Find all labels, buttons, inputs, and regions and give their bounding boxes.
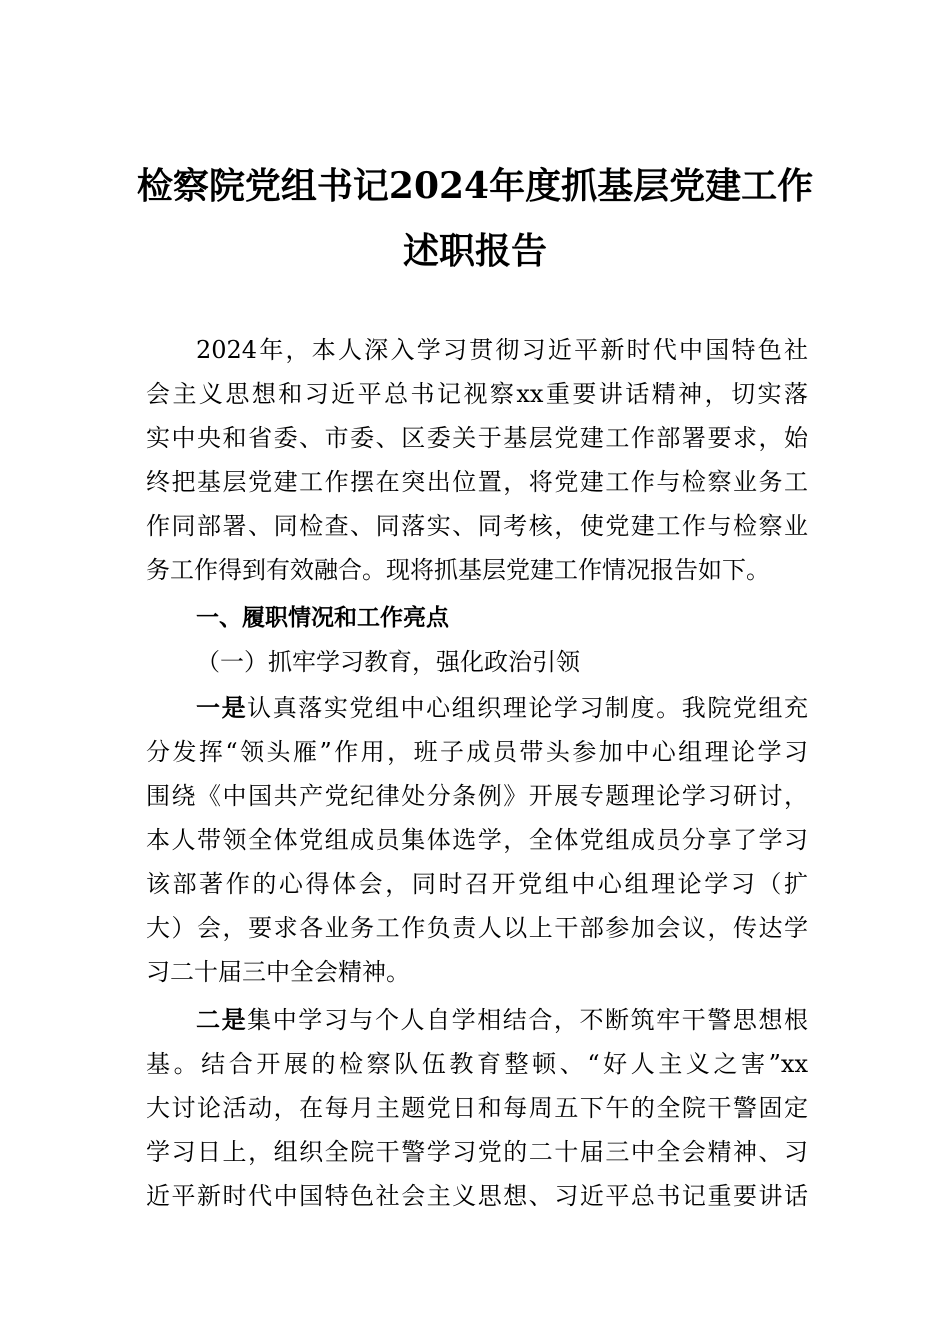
para2-line: 基。结合开展的检察队伍教育整顿、“好人主义之害”xx (146, 1050, 808, 1078)
para2-line: 近平新时代中国特色社会主义思想、习近平总书记重要讲话 (146, 1182, 808, 1210)
para1-lead: 一是 (196, 694, 248, 722)
document-title-line-2: 述职报告 (402, 230, 547, 272)
para1-line: 大）会，要求各业务工作负责人以上干部参加会议，传达学 (146, 914, 808, 942)
section-heading: 一、履职情况和工作亮点 (196, 605, 449, 631)
intro-line: 务工作得到有效融合。现将抓基层党建工作情况报告如下。 (146, 556, 770, 584)
intro-line: 作同部署、同检查、同落实、同考核，使党建工作与检察业 (146, 512, 808, 540)
para2-line: 学习日上，组织全院干警学习党的二十届三中全会精神、习 (146, 1138, 808, 1166)
para1-line: 习二十届三中全会精神。 (146, 958, 410, 986)
para1-line: 认真落实党组中心组织理论学习制度。我院党组充 (247, 694, 809, 722)
intro-line: 会主义思想和习近平总书记视察xx重要讲话精神，切实落 (146, 380, 808, 408)
intro-line: 实中央和省委、市委、区委关于基层党建工作部署要求，始 (146, 424, 808, 452)
para1-line: 该部著作的心得体会，同时召开党组中心组理论学习（扩 (146, 870, 808, 898)
para1-first-line (196, 686, 808, 730)
document-title-line-1: 检察院党组书记2024年度抓基层党建工作 (136, 165, 814, 207)
para1-line: 分发挥“领头雁”作用，班子成员带头参加中心组理论学习 (146, 738, 808, 766)
para1-line: 本人带领全体党组成员集体选学，全体党组成员分享了学习 (146, 826, 808, 854)
subsection-heading: （一）抓牢学习教育，强化政治引领 (196, 648, 580, 676)
para2-line: 大讨论活动，在每月主题党日和每周五下午的全院干警固定 (146, 1094, 808, 1122)
para2-first-line (196, 998, 808, 1042)
intro-line: 2024年，本人深入学习贯彻习近平新时代中国特色社 (196, 336, 808, 364)
intro-line: 终把基层党建工作摆在突出位置，将党建工作与检察业务工 (146, 468, 808, 496)
para2-lead: 二是 (196, 1006, 248, 1034)
para1-line: 围绕《中国共产党纪律处分条例》开展专题理论学习研讨， (146, 782, 808, 810)
para2-line: 集中学习与个人自学相结合，不断筑牢干警思想根 (247, 1006, 809, 1034)
